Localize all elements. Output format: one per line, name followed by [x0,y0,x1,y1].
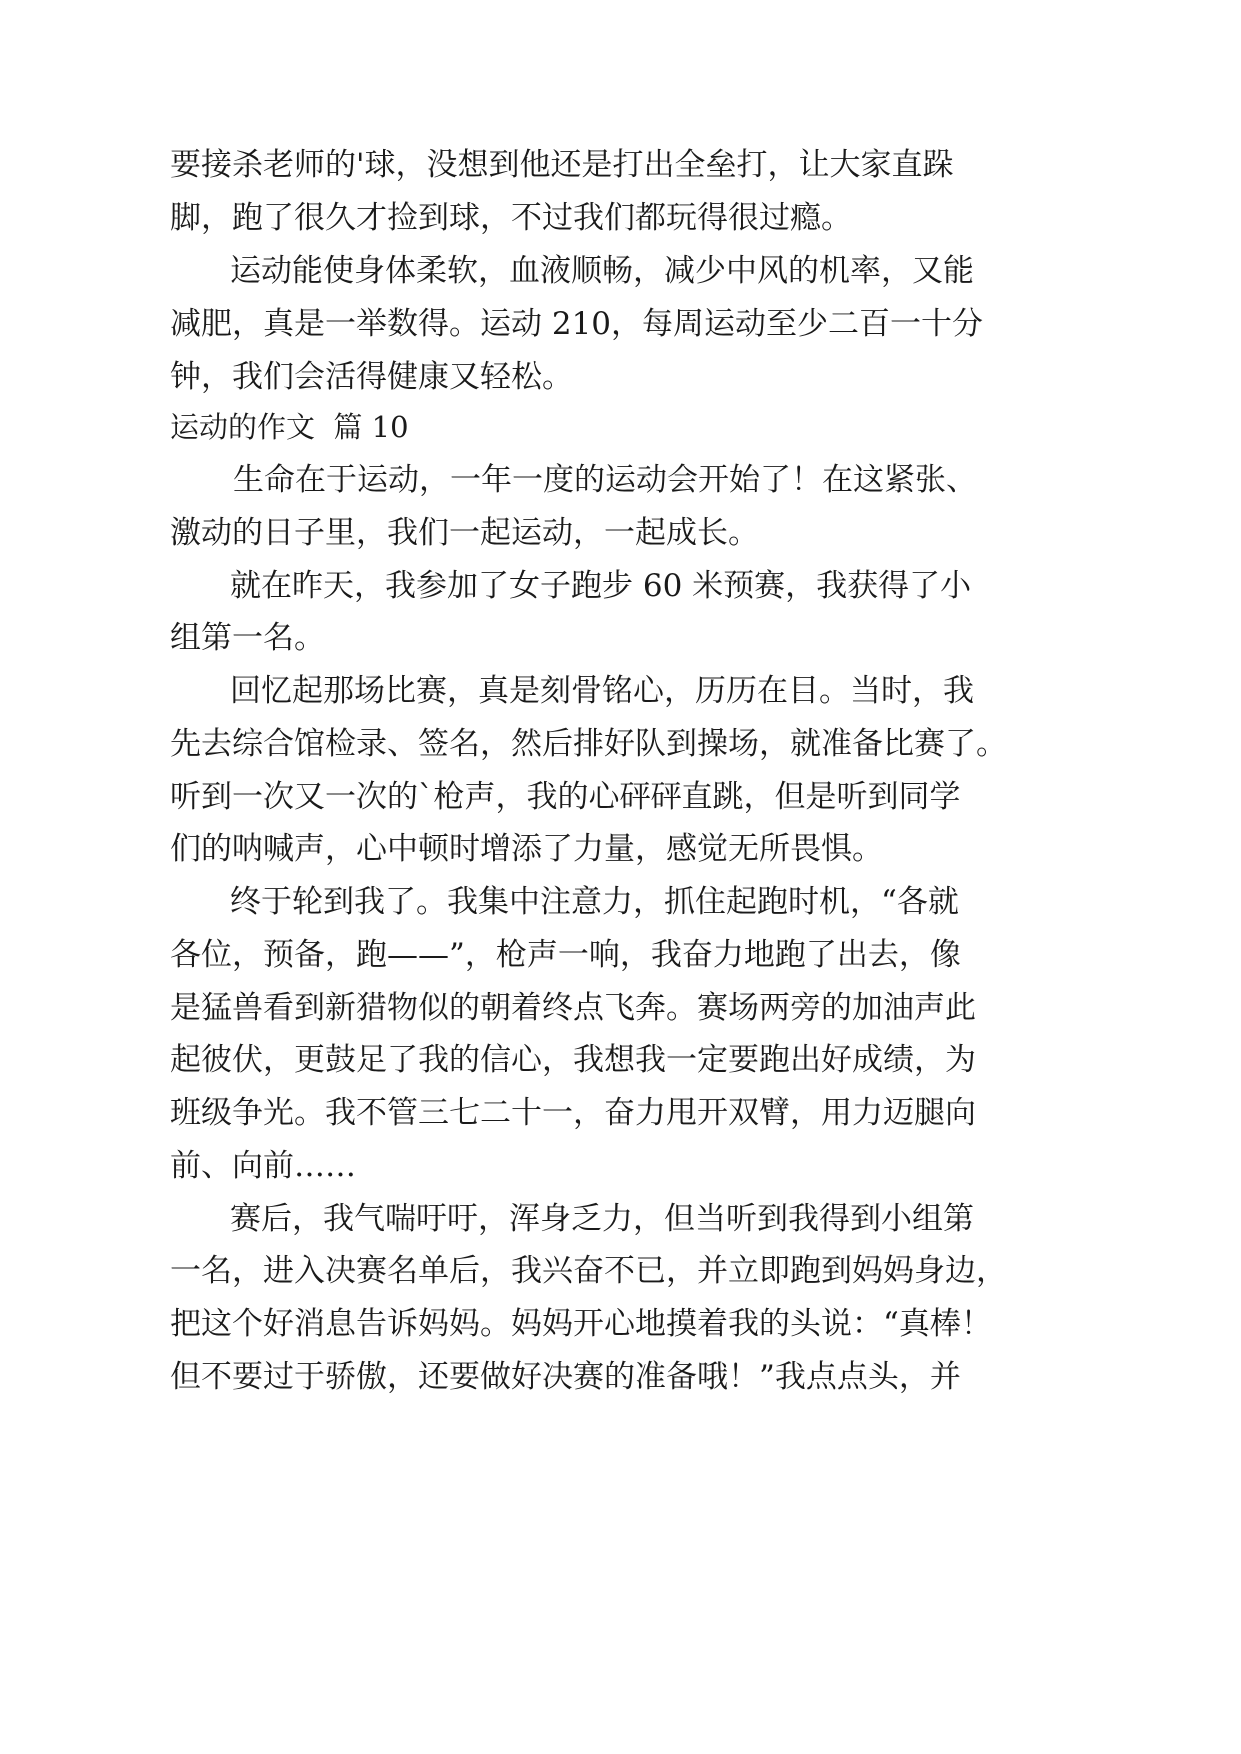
text-line: 但不要过于骄傲，还要做好决赛的准备哦！”我点点头，并 [170,1359,961,1395]
text-line: 先去综合馆检录、签名，然后排好队到操场，就准备比赛了。 [170,726,1007,762]
text-line: 回忆起那场比赛，真是刻骨铭心，历历在目。当时，我 [230,673,974,709]
text-line: 起彼伏，更鼓足了我的信心，我想我一定要跑出好成绩，为 [170,1042,976,1078]
text-line: 运动能使身体柔软，血液顺畅，减少中风的机率，又能 [230,253,974,289]
text-line: 一名，进入决赛名单后，我兴奋不已，并立即跑到妈妈身边， [170,1253,1007,1289]
text-line: 班级争光。我不管三七二十一，奋力甩开双臂，用力迈腿向 [170,1095,976,1131]
text-line: 把这个好消息告诉妈妈。妈妈开心地摸着我的头说：“真棒！ [170,1306,992,1342]
text-line: 钟，我们会活得健康又轻松。 [170,359,573,395]
text-line: 就在昨天，我参加了女子跑步 60 米预赛，我获得了小 [230,568,972,604]
text-line: 脚，跑了很久才捡到球，不过我们都玩得很过瘾。 [170,200,852,236]
text-line: 要接杀老师的'球，没想到他还是打出全垒打，让大家直跺 [170,147,954,183]
text-line: 赛后，我气喘吁吁，浑身乏力，但当听到我得到小组第 [230,1201,974,1237]
text-line: 生命在于运动，一年一度的运动会开始了！在这紧张、 [233,462,977,498]
text-line: 是猛兽看到新猎物似的朝着终点飞奔。赛场两旁的加油声此 [170,990,976,1026]
text-line: 们的呐喊声，心中顿时增添了力量，感觉无所畏惧。 [170,831,883,867]
text-line: 减肥，真是一举数得。运动 210，每周运动至少二百一十分 [170,306,984,342]
text-line: 听到一次又一次的`枪声，我的心砰砰直跳，但是听到同学 [170,779,961,815]
text-line: 组第一名。 [170,620,325,656]
text-line: 终于轮到我了。我集中注意力，抓住起跑时机，“各就 [230,884,959,920]
text-line: 前、向前…… [170,1148,356,1184]
section-heading: 运动的作文 篇 10 [170,410,409,444]
text-line: 各位，预备，跑——”，枪声一响，我奋力地跑了出去，像 [170,937,961,973]
text-line: 激动的日子里，我们一起运动，一起成长。 [170,515,759,551]
